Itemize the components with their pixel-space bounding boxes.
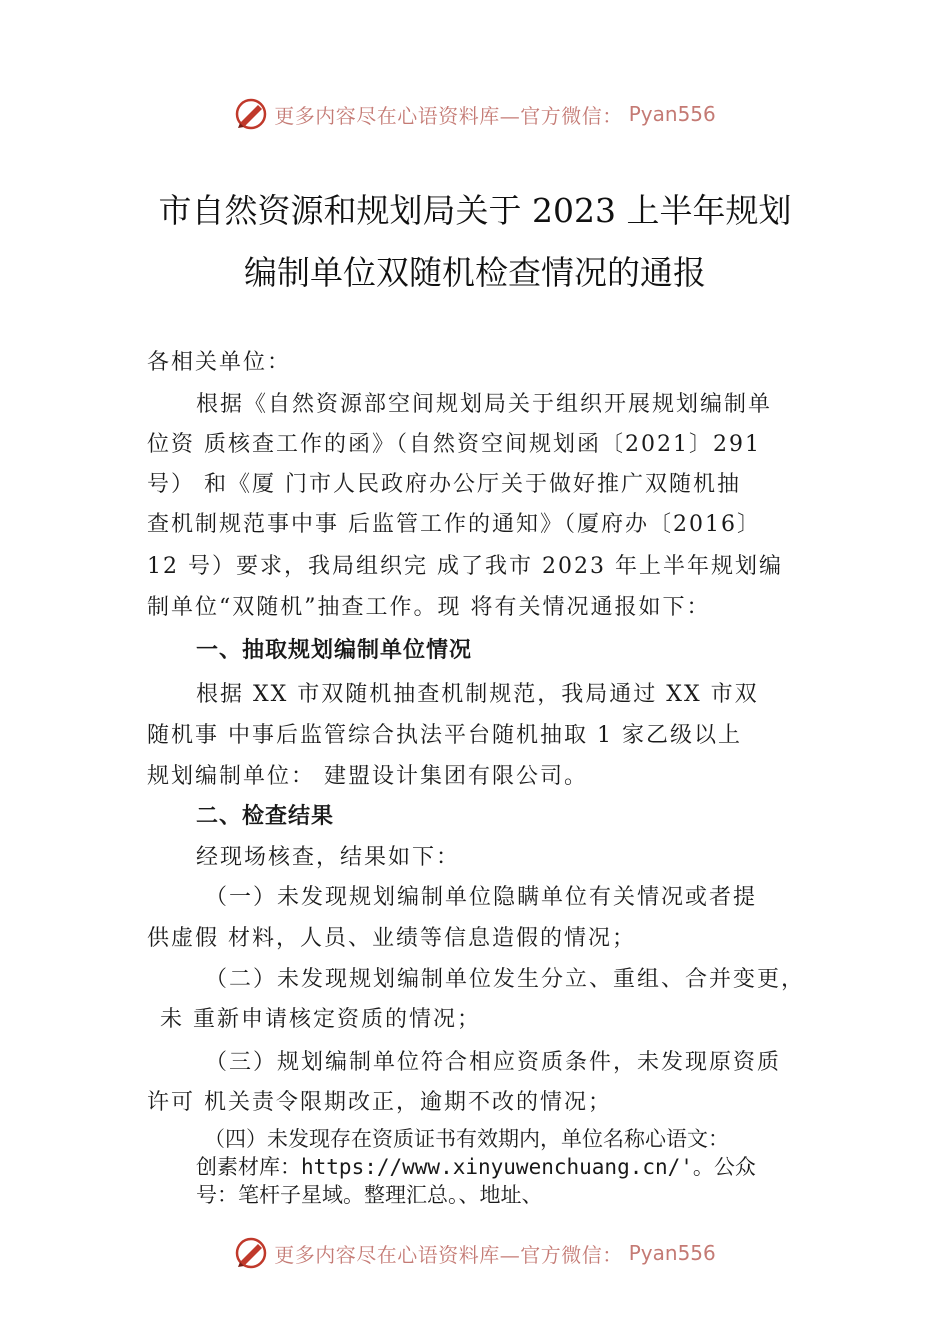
- section-1-line: 根据 XX 市双随机抽查机制规范，我局通过 XX 市双: [196, 682, 759, 707]
- item-4-line: 号：笔杆子星域。整理汇总。、地址、: [196, 1183, 543, 1207]
- pen-logo-icon: [234, 1236, 268, 1270]
- footer-banner-text: 更多内容尽在心语资料库—官方微信：: [274, 1242, 623, 1267]
- item-1-line: （一）未发现规划编制单位隐瞒单位有关情况或者提: [205, 885, 758, 910]
- section-2-heading: 二、检查结果: [196, 804, 335, 829]
- intro-line: 根据《自然资源部空间规划局关于组织开展规划编制单: [196, 392, 773, 417]
- item-4-line: （四）未发现存在资质证书有效期内，单位名称心语文：: [204, 1127, 729, 1151]
- document-title-line-2: 编制单位双随机检查情况的通报: [244, 253, 706, 292]
- footer-banner-wechat-id: Pyan556: [628, 1241, 716, 1265]
- section-2-intro: 经现场核查，结果如下：: [196, 845, 461, 870]
- intro-line: 号） 和《厦 门市人民政府办公厅关于做好推广双随机抽: [147, 472, 741, 497]
- section-1-line: 规划编制单位： 建盟设计集团有限公司。: [147, 764, 588, 789]
- header-banner-text: 更多内容尽在心语资料库—官方微信：: [274, 103, 623, 128]
- header-watermark-banner: [0, 94, 950, 134]
- pen-logo-icon: [234, 97, 268, 131]
- intro-line: 制单位“双随机”抽查工作。现 将有关情况通报如下：: [147, 595, 711, 620]
- intro-line: 12 号）要求，我局组织完 成了我市 2023 年上半年规划编: [147, 554, 783, 579]
- item-2-line: （二）未发现规划编制单位发生分立、重组、合并变更，: [205, 967, 806, 992]
- footer-watermark-banner: [0, 1233, 950, 1273]
- item-1-line: 供虚假 材料，人员、业绩等信息造假的情况；: [147, 926, 636, 951]
- item-3-line: 许可 机关责令限期改正，逾期不改的情况；: [147, 1090, 612, 1115]
- salutation: 各相关单位：: [147, 350, 292, 375]
- item-4-line: 创素材库：https://www.xinyuwenchuang.cn/'。公众: [196, 1155, 756, 1179]
- item-3-line: （三）规划编制单位符合相应资质条件，未发现原资质: [205, 1050, 782, 1075]
- intro-line: 位资 质核查工作的函》（自然资空间规划函〔2021〕291: [147, 432, 761, 457]
- intro-line: 查机制规范事中事 后监管工作的通知》（厦府办〔2016〕: [147, 512, 761, 537]
- item-2-line: 未 重新申请核定资质的情况；: [160, 1007, 481, 1032]
- section-1-line: 随机事 中事后监管综合执法平台随机抽取 1 家乙级以上: [147, 723, 742, 748]
- header-banner-wechat-id: Pyan556: [628, 102, 716, 126]
- document-title-line-1: 市自然资源和规划局关于 2023 上半年规划: [158, 191, 792, 230]
- section-1-heading: 一、抽取规划编制单位情况: [196, 638, 473, 663]
